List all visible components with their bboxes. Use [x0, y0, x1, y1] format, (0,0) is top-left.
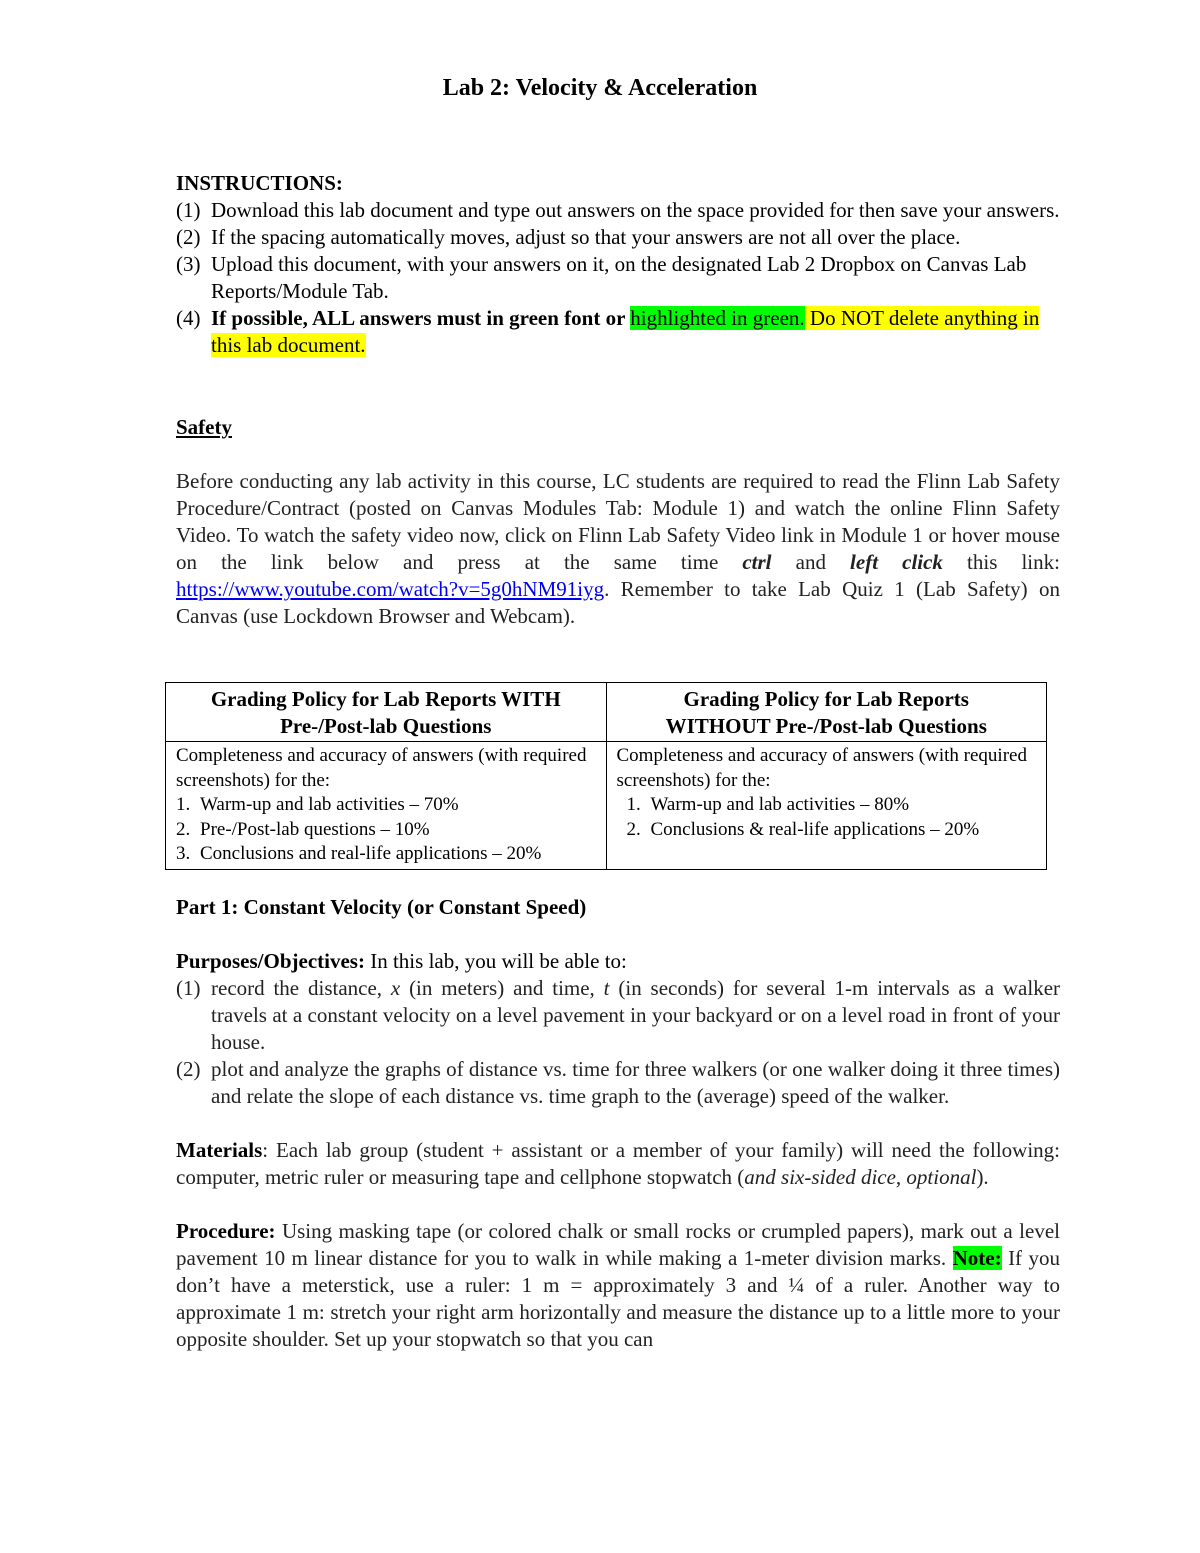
- materials-optional: and six-sided dice, optional: [744, 1165, 977, 1189]
- item-number: 2.: [626, 818, 641, 840]
- purpose-text: (in seconds) for several 1-m intervals as a walker travels at a constant velocity on a level pavement in your backyard or on a level road in front of your house.: [211, 976, 1061, 1054]
- safety-paragraph: [176, 468, 1060, 630]
- item-text: Pre-/Post-lab questions – 10%: [200, 818, 430, 840]
- materials-text: : Each lab group (student + assistant or a member of your family) will need the following: computer, metric ruler or measuring tape and cellphone stopwatch (: [176, 1138, 1060, 1189]
- purposes-intro: In this lab, you will be able to:: [364, 949, 627, 973]
- purposes-label: Purposes/Objectives:: [176, 949, 365, 973]
- materials-paragraph: [176, 1137, 1060, 1191]
- item-text: Conclusions & real-life applications – 20%: [650, 818, 980, 840]
- variable-x: x: [390, 976, 401, 1000]
- document-title: Lab 2: Velocity & Acceleration: [442, 75, 758, 101]
- ctrl-key-text: ctrl: [742, 550, 772, 574]
- left-click-text: left click: [850, 550, 943, 574]
- instruction-number: (1): [176, 198, 201, 222]
- purposes-paragraph: [176, 948, 1060, 975]
- safety-text: . Remember to take Lab Quiz 1 (Lab Safety) on Canvas (use Lockdown Browser and Webcam).: [176, 577, 1060, 628]
- purpose-number: (1): [176, 976, 201, 1000]
- table-header-without: [606, 683, 1047, 742]
- list-item: [176, 818, 596, 843]
- procedure-text: Using masking tape (or colored chalk or small rocks or crumpled papers), mark out a level pavement 10 m linear distance for you to walk in while making a 1-meter division marks.: [176, 1219, 1060, 1270]
- instruction-text: If the spacing automatically moves, adjust so that your answers are not all over the place.: [211, 225, 961, 249]
- purpose-text: (in meters) and time,: [400, 976, 604, 1000]
- instruction-item: [176, 305, 1060, 359]
- item-number: 1.: [626, 794, 641, 815]
- procedure-text: If you don’t have a meterstick, use a ruler: 1 m = approximately 3 and ¼ of a ruler. Another way to approximate 1 m: stretch your right arm horizontally and measure the distance up to a little more to your opposite shoulder. Set up your stopwatch so that you can: [176, 1246, 1060, 1351]
- instruction-number: (3): [176, 252, 201, 276]
- instructions-list: [176, 197, 1060, 359]
- variable-t: t: [603, 976, 610, 1000]
- safety-video-link[interactable]: https://www.youtube.com/watch?v=5g0hNM91iyg: [176, 577, 605, 601]
- materials-label: Materials: [176, 1138, 263, 1162]
- procedure-label: Procedure:: [176, 1219, 276, 1243]
- table-cell-with: [166, 742, 607, 870]
- grading-list: [617, 793, 1037, 842]
- part1-heading: Part 1: Constant Velocity (or Constant Speed): [176, 895, 587, 919]
- item-text: Warm-up and lab activities – 70%: [200, 794, 459, 815]
- safety-text: this link:: [942, 550, 1060, 574]
- safety-heading: Safety: [176, 415, 232, 439]
- cell-intro: Completeness and accuracy of answers (with required screenshots) for the:: [176, 745, 587, 791]
- purpose-number: (2): [176, 1057, 201, 1081]
- safety-section: [176, 414, 1060, 630]
- safety-text: Before conducting any lab activity in this course, LC students are required to read the Flinn Lab Safety Procedure/Contract (posted on Canvas Modules Tab: Module 1) and watch the online Flinn Safety Video. To watch the safety video now, click on Flinn Lab Safety Video link in Module 1 or hover mouse on the link below and press at the same time: [176, 469, 1060, 574]
- instruction-text: Upload this document, with your answers on it, on the designated Lab 2 Dropbox on Canvas Lab Reports/Module Tab.: [211, 252, 1027, 303]
- list-item: [617, 793, 1037, 818]
- instruction-item: [176, 197, 1060, 224]
- list-item: [176, 793, 596, 818]
- note-label: Note:: [952, 1246, 1002, 1270]
- grading-policy-table: [165, 682, 1047, 870]
- part1-section: [176, 894, 1060, 1353]
- purpose-text: plot and analyze the graphs of distance vs. time for three walkers (or one walker doing it three times) and relate the slope of each distance vs. time graph to the (average) speed of the walker.: [211, 1057, 1060, 1108]
- purposes-list: [176, 975, 1060, 1110]
- safety-text: and: [771, 550, 851, 574]
- item-number: 3.: [176, 843, 191, 864]
- header-line: Grading Policy for Lab Reports: [683, 687, 969, 711]
- item-text: Conclusions and real-life applications – 20%: [200, 843, 542, 864]
- procedure-paragraph: [176, 1218, 1060, 1353]
- instruction-item: [176, 224, 1060, 251]
- instruction-text: Download this lab document and type out answers on the space provided for then save your answers.: [211, 198, 1060, 222]
- cell-intro: Completeness and accuracy of answers (with required screenshots) for the:: [616, 745, 1027, 791]
- header-line: WITHOUT Pre-/Post-lab Questions: [665, 714, 987, 738]
- instruction-item: [176, 251, 1060, 305]
- table-header-with: [166, 683, 607, 742]
- materials-text: ).: [976, 1165, 989, 1189]
- green-highlight-text: highlighted in green.: [630, 306, 805, 330]
- purpose-item: [176, 1056, 1060, 1110]
- instruction-bold-text: If possible, ALL answers must in green font or: [211, 306, 631, 330]
- item-number: 1.: [176, 794, 191, 815]
- instructions-section: [176, 170, 1060, 359]
- table-header-row: [166, 683, 1047, 742]
- purpose-item: [176, 975, 1060, 1056]
- list-item: [617, 818, 1037, 843]
- instruction-number: (2): [176, 225, 201, 249]
- purpose-text: record the distance,: [211, 976, 391, 1000]
- list-item: [176, 842, 596, 867]
- table-row: [166, 742, 1047, 870]
- header-line: Pre-/Post-lab Questions: [280, 714, 492, 738]
- instruction-number: (4): [176, 306, 201, 330]
- yellow-highlight-text: Do NOT delete anything in this lab document.: [211, 306, 1040, 357]
- table-cell-without: [606, 742, 1047, 870]
- item-number: 2.: [176, 818, 191, 840]
- grading-list: [176, 793, 596, 867]
- item-text: Warm-up and lab activities – 80%: [650, 794, 910, 815]
- header-line: Grading Policy for Lab Reports WITH: [210, 687, 561, 711]
- instructions-heading: INSTRUCTIONS:: [176, 171, 343, 195]
